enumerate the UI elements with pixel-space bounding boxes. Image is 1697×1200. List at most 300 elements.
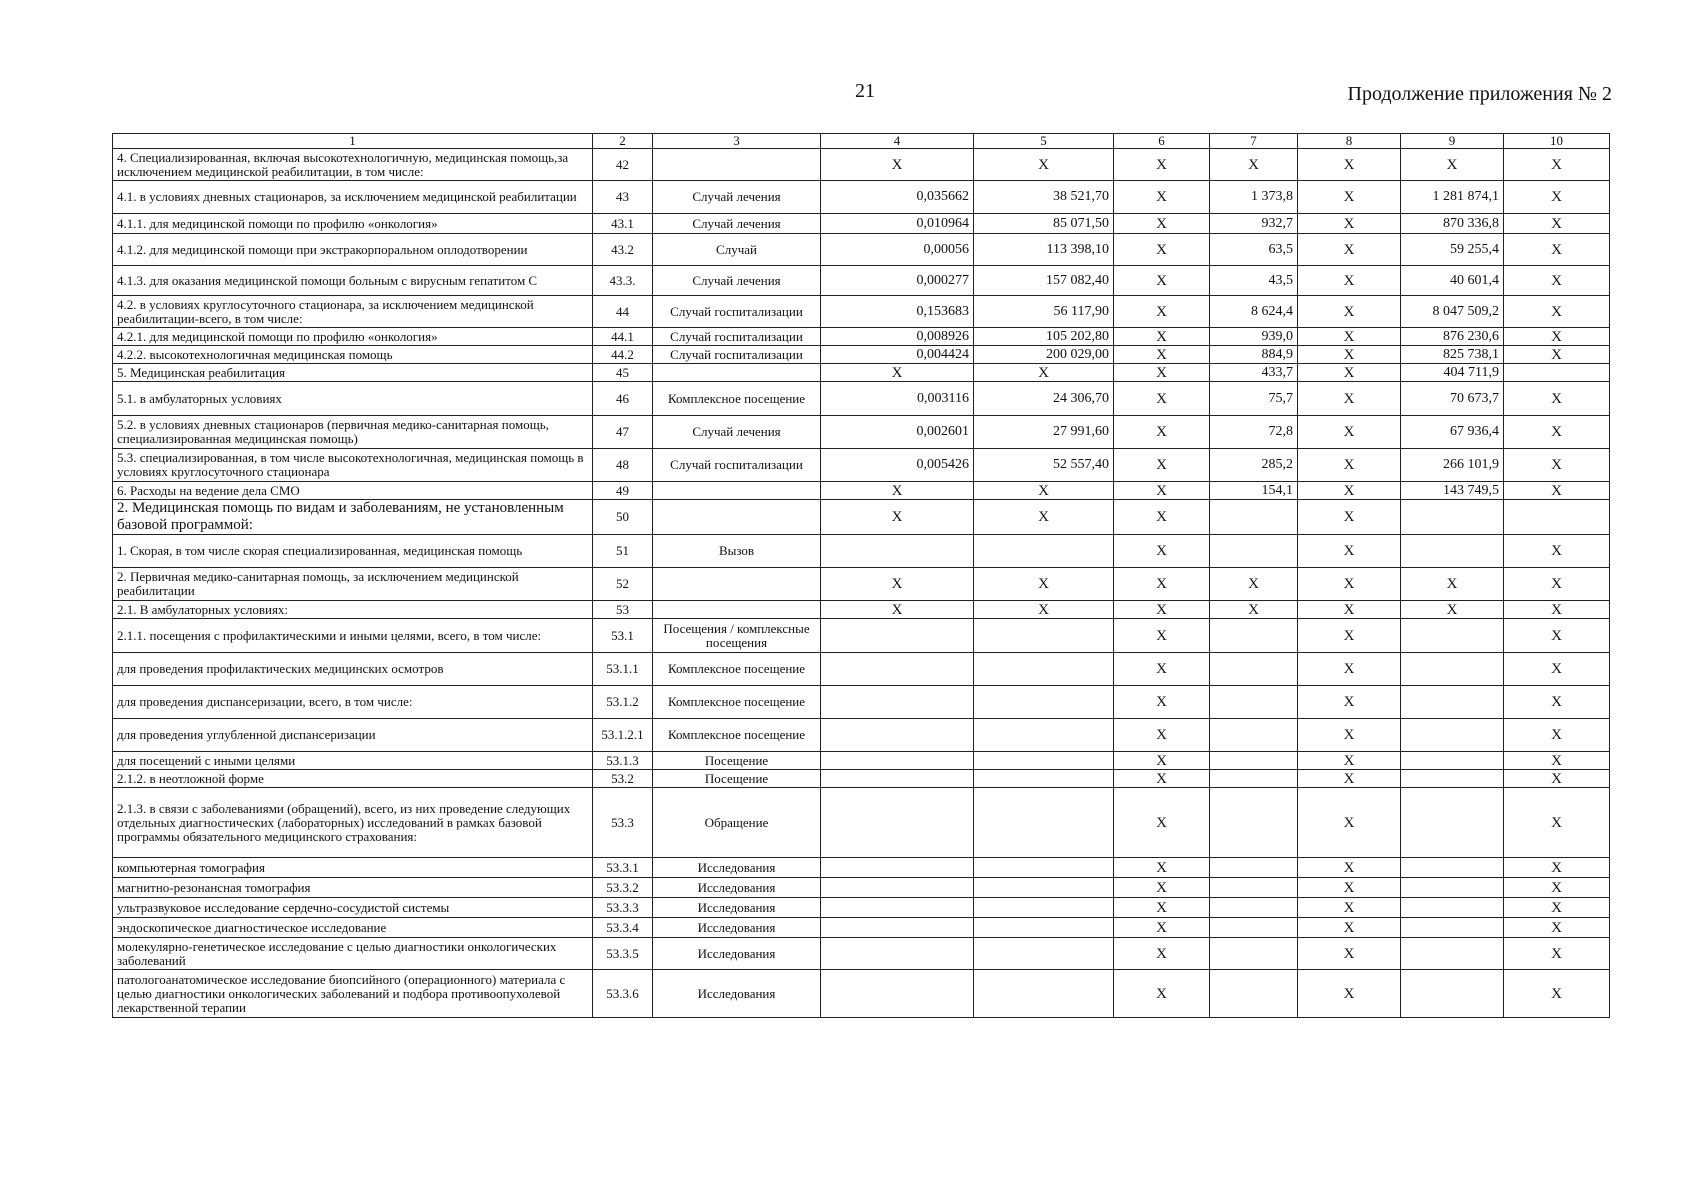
cell-col-9	[1401, 858, 1504, 878]
cell-col-8: X	[1298, 149, 1401, 181]
cell-col-6: X	[1114, 364, 1210, 382]
cell-col-9	[1401, 878, 1504, 898]
cell-col-3: Случай лечения	[653, 416, 821, 449]
cell-col-9: 825 738,1	[1401, 346, 1504, 364]
cell-col-2: 53.3.2	[593, 878, 653, 898]
cell-col-5	[974, 788, 1114, 858]
table-row	[113, 364, 1610, 382]
cell-col-3	[653, 568, 821, 601]
cell-col-8: X	[1298, 918, 1401, 938]
cell-col-8: X	[1298, 752, 1401, 770]
cell-col-10: X	[1504, 788, 1610, 858]
cell-col-7: 884,9	[1210, 346, 1298, 364]
column-header-10: 10	[1504, 134, 1610, 149]
cell-col-6: X	[1114, 416, 1210, 449]
cell-col-9: X	[1401, 601, 1504, 619]
cell-col-2: 46	[593, 382, 653, 416]
table-row	[113, 568, 1610, 601]
cell-col-1: 4.1. в условиях дневных стационаров, за исключением медицинской реабилитации	[113, 181, 593, 214]
cell-col-9: 59 255,4	[1401, 234, 1504, 266]
cell-col-1: 2.1. В амбулаторных условиях:	[113, 601, 593, 619]
cell-col-1: для проведения профилактических медицинских осмотров	[113, 653, 593, 686]
cell-col-1: для посещений с иными целями	[113, 752, 593, 770]
cell-col-7: 75,7	[1210, 382, 1298, 416]
cell-col-9	[1401, 686, 1504, 719]
cell-col-2: 53.1.2	[593, 686, 653, 719]
cell-col-5	[974, 858, 1114, 878]
cell-col-8: X	[1298, 296, 1401, 328]
cell-col-3: Исследования	[653, 878, 821, 898]
cell-col-4: X	[821, 601, 974, 619]
cell-col-4: 0,035662	[821, 181, 974, 214]
cell-col-2: 42	[593, 149, 653, 181]
cell-col-2: 50	[593, 500, 653, 535]
cell-col-5: X	[974, 364, 1114, 382]
cell-col-3: Случай лечения	[653, 181, 821, 214]
table-row	[113, 878, 1610, 898]
cell-col-9	[1401, 938, 1504, 970]
cell-col-2: 53.1.3	[593, 752, 653, 770]
cell-col-9: 40 601,4	[1401, 266, 1504, 296]
cell-col-9: 266 101,9	[1401, 449, 1504, 482]
cell-col-6: X	[1114, 482, 1210, 500]
cell-col-8: X	[1298, 601, 1401, 619]
cell-col-8: X	[1298, 770, 1401, 788]
cell-col-10: X	[1504, 482, 1610, 500]
cell-col-9: 143 749,5	[1401, 482, 1504, 500]
cell-col-7	[1210, 535, 1298, 568]
cell-col-9	[1401, 752, 1504, 770]
cell-col-2: 53.3.6	[593, 970, 653, 1018]
cell-col-10: X	[1504, 234, 1610, 266]
table-row	[113, 719, 1610, 752]
table-row	[113, 752, 1610, 770]
cell-col-3: Посещения / комплексные посещения	[653, 619, 821, 653]
cell-col-1: молекулярно-генетическое исследование с целью диагностики онкологических заболеваний	[113, 938, 593, 970]
cell-col-5: X	[974, 500, 1114, 535]
cell-col-4: 0,008926	[821, 328, 974, 346]
cell-col-10: X	[1504, 653, 1610, 686]
cell-col-1: для проведения углубленной диспансеризации	[113, 719, 593, 752]
cell-col-10	[1504, 364, 1610, 382]
cell-col-3: Исследования	[653, 858, 821, 878]
cell-col-6: X	[1114, 601, 1210, 619]
cell-col-2: 53.2	[593, 770, 653, 788]
cell-col-8: X	[1298, 535, 1401, 568]
column-header-2: 2	[593, 134, 653, 149]
cell-col-4	[821, 619, 974, 653]
cell-col-6: X	[1114, 234, 1210, 266]
cell-col-3: Исследования	[653, 898, 821, 918]
cell-col-4	[821, 878, 974, 898]
cell-col-6: X	[1114, 898, 1210, 918]
cell-col-10: X	[1504, 601, 1610, 619]
cell-col-3	[653, 482, 821, 500]
cell-col-1: 2.1.2. в неотложной форме	[113, 770, 593, 788]
cell-col-6: X	[1114, 328, 1210, 346]
cell-col-1: 6. Расходы на ведение дела СМО	[113, 482, 593, 500]
cell-col-4	[821, 938, 974, 970]
cell-col-9: 67 936,4	[1401, 416, 1504, 449]
cell-col-8: X	[1298, 328, 1401, 346]
cell-col-3	[653, 601, 821, 619]
cell-col-1: 4. Специализированная, включая высокотехнологичную, медицинская помощь,за исключением медицинской реабилитации, в том числе:	[113, 149, 593, 181]
cell-col-10: X	[1504, 858, 1610, 878]
cell-col-6: X	[1114, 500, 1210, 535]
cell-col-2: 53.3.1	[593, 858, 653, 878]
cell-col-6: X	[1114, 878, 1210, 898]
cell-col-10: X	[1504, 752, 1610, 770]
cell-col-2: 53.1	[593, 619, 653, 653]
cell-col-3: Исследования	[653, 970, 821, 1018]
cell-col-3: Случай госпитализации	[653, 296, 821, 328]
cell-col-1: 4.1.2. для медицинской помощи при экстракорпоральном оплодотворении	[113, 234, 593, 266]
cell-col-6: X	[1114, 535, 1210, 568]
cell-col-9	[1401, 619, 1504, 653]
table-row	[113, 686, 1610, 719]
cell-col-6: X	[1114, 449, 1210, 482]
cell-col-10: X	[1504, 970, 1610, 1018]
table-row	[113, 214, 1610, 234]
column-header-7: 7	[1210, 134, 1298, 149]
cell-col-10: X	[1504, 535, 1610, 568]
cell-col-4	[821, 858, 974, 878]
table-row	[113, 482, 1610, 500]
table-row	[113, 619, 1610, 653]
cell-col-4: 0,003116	[821, 382, 974, 416]
cell-col-8: X	[1298, 500, 1401, 535]
column-header-1: 1	[113, 134, 593, 149]
table-row	[113, 382, 1610, 416]
cell-col-5: 24 306,70	[974, 382, 1114, 416]
cell-col-3: Исследования	[653, 938, 821, 970]
cell-col-4: 0,000277	[821, 266, 974, 296]
cell-col-2: 43.1	[593, 214, 653, 234]
cell-col-6: X	[1114, 296, 1210, 328]
cell-col-10: X	[1504, 619, 1610, 653]
cell-col-9	[1401, 918, 1504, 938]
appendix-continuation-header: Продолжение приложения № 2	[1347, 83, 1612, 105]
cell-col-5: X	[974, 149, 1114, 181]
table-row	[113, 938, 1610, 970]
cell-col-10: X	[1504, 938, 1610, 970]
cell-col-8: X	[1298, 568, 1401, 601]
cell-col-4: 0,005426	[821, 449, 974, 482]
column-header-5: 5	[974, 134, 1114, 149]
cell-col-5	[974, 898, 1114, 918]
table-row	[113, 858, 1610, 878]
cell-col-5: X	[974, 601, 1114, 619]
column-header-4: 4	[821, 134, 974, 149]
table-row	[113, 918, 1610, 938]
cell-col-10: X	[1504, 416, 1610, 449]
cell-col-7: X	[1210, 601, 1298, 619]
cell-col-4	[821, 752, 974, 770]
cell-col-1: 4.1.1. для медицинской помощи по профилю «онкология»	[113, 214, 593, 234]
table-row	[113, 898, 1610, 918]
cell-col-9	[1401, 898, 1504, 918]
cell-col-7	[1210, 500, 1298, 535]
cell-col-10: X	[1504, 296, 1610, 328]
cell-col-7	[1210, 770, 1298, 788]
cell-col-8: X	[1298, 181, 1401, 214]
table-row	[113, 416, 1610, 449]
cell-col-7	[1210, 878, 1298, 898]
cell-col-6: X	[1114, 970, 1210, 1018]
cell-col-9: 8 047 509,2	[1401, 296, 1504, 328]
cell-col-7: 8 624,4	[1210, 296, 1298, 328]
cell-col-5	[974, 653, 1114, 686]
cell-col-7	[1210, 858, 1298, 878]
cell-col-7: X	[1210, 149, 1298, 181]
cell-col-6: X	[1114, 266, 1210, 296]
cell-col-4: X	[821, 149, 974, 181]
cell-col-8: X	[1298, 214, 1401, 234]
cell-col-10: X	[1504, 214, 1610, 234]
cell-col-8: X	[1298, 449, 1401, 482]
cell-col-9: X	[1401, 149, 1504, 181]
cell-col-4	[821, 686, 974, 719]
cell-col-6: X	[1114, 770, 1210, 788]
table-row	[113, 149, 1610, 181]
cell-col-2: 52	[593, 568, 653, 601]
cell-col-8: X	[1298, 416, 1401, 449]
cell-col-1: магнитно-резонансная томография	[113, 878, 593, 898]
cell-col-5	[974, 970, 1114, 1018]
cell-col-4: 0,002601	[821, 416, 974, 449]
cell-col-9	[1401, 535, 1504, 568]
data-table	[112, 133, 1610, 1018]
cell-col-5	[974, 686, 1114, 719]
cell-col-7	[1210, 653, 1298, 686]
cell-col-7: 72,8	[1210, 416, 1298, 449]
cell-col-4	[821, 970, 974, 1018]
table-row	[113, 266, 1610, 296]
cell-col-6: X	[1114, 719, 1210, 752]
cell-col-7: 939,0	[1210, 328, 1298, 346]
table-row	[113, 970, 1610, 1018]
cell-col-7	[1210, 938, 1298, 970]
cell-col-1: 2. Медицинская помощь по видам и заболеваниям, не установленным базовой программой:	[113, 500, 593, 535]
cell-col-6: X	[1114, 619, 1210, 653]
cell-col-3	[653, 149, 821, 181]
cell-col-2: 53.3.5	[593, 938, 653, 970]
cell-col-8: X	[1298, 878, 1401, 898]
cell-col-10: X	[1504, 918, 1610, 938]
cell-col-7	[1210, 918, 1298, 938]
cell-col-5: 105 202,80	[974, 328, 1114, 346]
cell-col-9: 876 230,6	[1401, 328, 1504, 346]
cell-col-2: 53.1.1	[593, 653, 653, 686]
cell-col-2: 53.1.2.1	[593, 719, 653, 752]
cell-col-7	[1210, 686, 1298, 719]
cell-col-6: X	[1114, 858, 1210, 878]
cell-col-8: X	[1298, 364, 1401, 382]
cell-col-1: эндоскопическое диагностическое исследование	[113, 918, 593, 938]
cell-col-2: 53	[593, 601, 653, 619]
cell-col-5	[974, 918, 1114, 938]
cell-col-4: 0,010964	[821, 214, 974, 234]
cell-col-4: 0,004424	[821, 346, 974, 364]
table-row	[113, 234, 1610, 266]
cell-col-6: X	[1114, 214, 1210, 234]
column-header-3: 3	[653, 134, 821, 149]
cell-col-8: X	[1298, 788, 1401, 858]
cell-col-1: 5.3. специализированная, в том числе высокотехнологичная, медицинская помощь в условиях круглосуточного стационара	[113, 449, 593, 482]
cell-col-1: ультразвуковое исследование сердечно-сосудистой системы	[113, 898, 593, 918]
cell-col-4: X	[821, 500, 974, 535]
cell-col-2: 43	[593, 181, 653, 214]
cell-col-2: 48	[593, 449, 653, 482]
cell-col-4: X	[821, 482, 974, 500]
cell-col-9	[1401, 970, 1504, 1018]
cell-col-7	[1210, 970, 1298, 1018]
cell-col-6: X	[1114, 938, 1210, 970]
cell-col-10: X	[1504, 770, 1610, 788]
cell-col-6: X	[1114, 149, 1210, 181]
cell-col-7	[1210, 752, 1298, 770]
cell-col-6: X	[1114, 568, 1210, 601]
cell-col-7: 932,7	[1210, 214, 1298, 234]
cell-col-1: 5.1. в амбулаторных условиях	[113, 382, 593, 416]
cell-col-1: 2. Первичная медико-санитарная помощь, за исключением медицинской реабилитации	[113, 568, 593, 601]
cell-col-7	[1210, 619, 1298, 653]
cell-col-10: X	[1504, 719, 1610, 752]
table-row	[113, 788, 1610, 858]
table-header-row	[113, 134, 1610, 149]
cell-col-7: 63,5	[1210, 234, 1298, 266]
cell-col-3: Комплексное посещение	[653, 719, 821, 752]
column-header-9: 9	[1401, 134, 1504, 149]
cell-col-5: 157 082,40	[974, 266, 1114, 296]
cell-col-10: X	[1504, 686, 1610, 719]
cell-col-3: Посещение	[653, 770, 821, 788]
cell-col-4	[821, 788, 974, 858]
cell-col-6: X	[1114, 918, 1210, 938]
table-row	[113, 296, 1610, 328]
cell-col-10: X	[1504, 149, 1610, 181]
cell-col-10: X	[1504, 181, 1610, 214]
cell-col-10: X	[1504, 449, 1610, 482]
cell-col-8: X	[1298, 858, 1401, 878]
cell-col-8: X	[1298, 382, 1401, 416]
cell-col-5	[974, 719, 1114, 752]
cell-col-6: X	[1114, 346, 1210, 364]
cell-col-10: X	[1504, 568, 1610, 601]
cell-col-6: X	[1114, 788, 1210, 858]
cell-col-10: X	[1504, 898, 1610, 918]
cell-col-7: 1 373,8	[1210, 181, 1298, 214]
cell-col-10: X	[1504, 382, 1610, 416]
cell-col-1: для проведения диспансеризации, всего, в том числе:	[113, 686, 593, 719]
cell-col-1: 1. Скорая, в том числе скорая специализированная, медицинская помощь	[113, 535, 593, 568]
cell-col-10: X	[1504, 266, 1610, 296]
cell-col-7	[1210, 719, 1298, 752]
cell-col-9: 1 281 874,1	[1401, 181, 1504, 214]
cell-col-8: X	[1298, 898, 1401, 918]
page-number: 21	[855, 80, 875, 102]
cell-col-9	[1401, 788, 1504, 858]
cell-col-6: X	[1114, 382, 1210, 416]
cell-col-3: Случай	[653, 234, 821, 266]
cell-col-2: 44	[593, 296, 653, 328]
table-row	[113, 601, 1610, 619]
cell-col-2: 47	[593, 416, 653, 449]
cell-col-5: 113 398,10	[974, 234, 1114, 266]
cell-col-8: X	[1298, 346, 1401, 364]
cell-col-7: 433,7	[1210, 364, 1298, 382]
cell-col-8: X	[1298, 686, 1401, 719]
cell-col-3: Комплексное посещение	[653, 653, 821, 686]
cell-col-5: 85 071,50	[974, 214, 1114, 234]
cell-col-9: X	[1401, 568, 1504, 601]
cell-col-2: 44.2	[593, 346, 653, 364]
cell-col-2: 45	[593, 364, 653, 382]
cell-col-8: X	[1298, 619, 1401, 653]
cell-col-5: 38 521,70	[974, 181, 1114, 214]
cell-col-7	[1210, 788, 1298, 858]
cell-col-9	[1401, 719, 1504, 752]
cell-col-10: X	[1504, 346, 1610, 364]
cell-col-5: X	[974, 568, 1114, 601]
cell-col-2: 53.3	[593, 788, 653, 858]
cell-col-5	[974, 878, 1114, 898]
cell-col-10: X	[1504, 328, 1610, 346]
column-header-6: 6	[1114, 134, 1210, 149]
cell-col-7	[1210, 898, 1298, 918]
cell-col-3	[653, 364, 821, 382]
cell-col-4	[821, 770, 974, 788]
cell-col-7: 43,5	[1210, 266, 1298, 296]
cell-col-3: Обращение	[653, 788, 821, 858]
column-header-8: 8	[1298, 134, 1401, 149]
cell-col-6: X	[1114, 653, 1210, 686]
cell-col-1: 4.2. в условиях круглосуточного стационара, за исключением медицинской реабилитации-всего, в том числе:	[113, 296, 593, 328]
table-row	[113, 328, 1610, 346]
cell-col-1: 4.2.1. для медицинской помощи по профилю «онкология»	[113, 328, 593, 346]
cell-col-2: 53.3.3	[593, 898, 653, 918]
cell-col-8: X	[1298, 970, 1401, 1018]
table-row	[113, 770, 1610, 788]
cell-col-3: Посещение	[653, 752, 821, 770]
cell-col-3: Случай госпитализации	[653, 449, 821, 482]
cell-col-1: патологоанатомическое исследование биопсийного (операционного) материала с целью диагностики онкологических заболеваний и подбора противоопухолевой лекарственной терапии	[113, 970, 593, 1018]
cell-col-10: X	[1504, 878, 1610, 898]
cell-col-4	[821, 653, 974, 686]
cell-col-3: Комплексное посещение	[653, 382, 821, 416]
cell-col-1: 5. Медицинская реабилитация	[113, 364, 593, 382]
cell-col-7: 154,1	[1210, 482, 1298, 500]
cell-col-4	[821, 719, 974, 752]
cell-col-6: X	[1114, 752, 1210, 770]
cell-col-4	[821, 535, 974, 568]
table-row	[113, 653, 1610, 686]
cell-col-1: 2.1.1. посещения с профилактическими и иными целями, всего, в том числе:	[113, 619, 593, 653]
cell-col-5: 52 557,40	[974, 449, 1114, 482]
cell-col-7: X	[1210, 568, 1298, 601]
table-row	[113, 181, 1610, 214]
cell-col-4: 0,153683	[821, 296, 974, 328]
cell-col-1: 2.1.3. в связи с заболеваниями (обращений), всего, из них проведение следующих отдельных диагностических (лабораторных) исследований в рамках базовой программы обязательного медицинского страхования:	[113, 788, 593, 858]
cell-col-3: Случай госпитализации	[653, 328, 821, 346]
cell-col-3: Исследования	[653, 918, 821, 938]
cell-col-4: 0,00056	[821, 234, 974, 266]
cell-col-5	[974, 938, 1114, 970]
cell-col-9: 70 673,7	[1401, 382, 1504, 416]
cell-col-7: 285,2	[1210, 449, 1298, 482]
cell-col-2: 49	[593, 482, 653, 500]
cell-col-1: компьютерная томография	[113, 858, 593, 878]
